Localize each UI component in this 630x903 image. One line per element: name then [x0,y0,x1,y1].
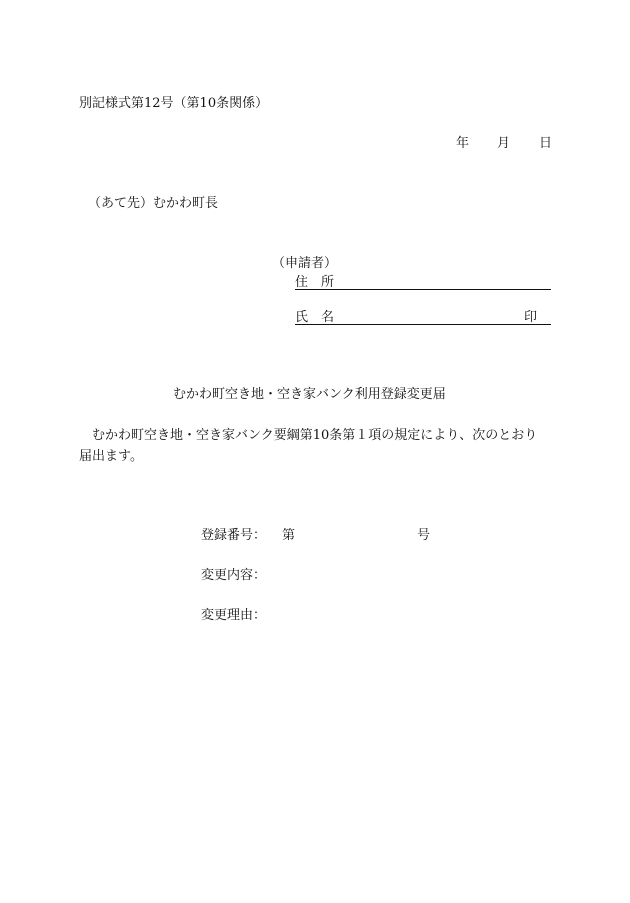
applicant-heading: （申請者） [272,256,338,271]
address-underline [295,289,551,290]
date-month: 月 [497,136,511,151]
registration-number-prefix: 第 [282,528,296,543]
body-text-line-2: 届出ます。 [79,449,143,464]
date-year: 年 [456,136,470,151]
form-reference: 別記様式第12号（第10条関係） [79,96,269,111]
addressee: （あて先）むかわ町長 [88,196,219,211]
name-underline [295,324,551,325]
seal-mark: 印 [524,310,538,325]
date-day: 日 [539,136,553,151]
name-label: 氏 名 [295,310,335,325]
registration-number-suffix: 号 [417,528,431,543]
change-reason-label: 変更理由： [201,608,267,623]
document-title: むかわ町空き地・空き家バンク利用登録変更届 [173,387,446,402]
change-content-label: 変更内容： [201,568,267,583]
body-text-line-1: むかわ町空き地・空き家バンク要綱第10条第１項の規定により、次のとおり [92,428,538,443]
address-label: 住 所 [295,275,335,290]
registration-number-label: 登録番号： [201,528,267,543]
